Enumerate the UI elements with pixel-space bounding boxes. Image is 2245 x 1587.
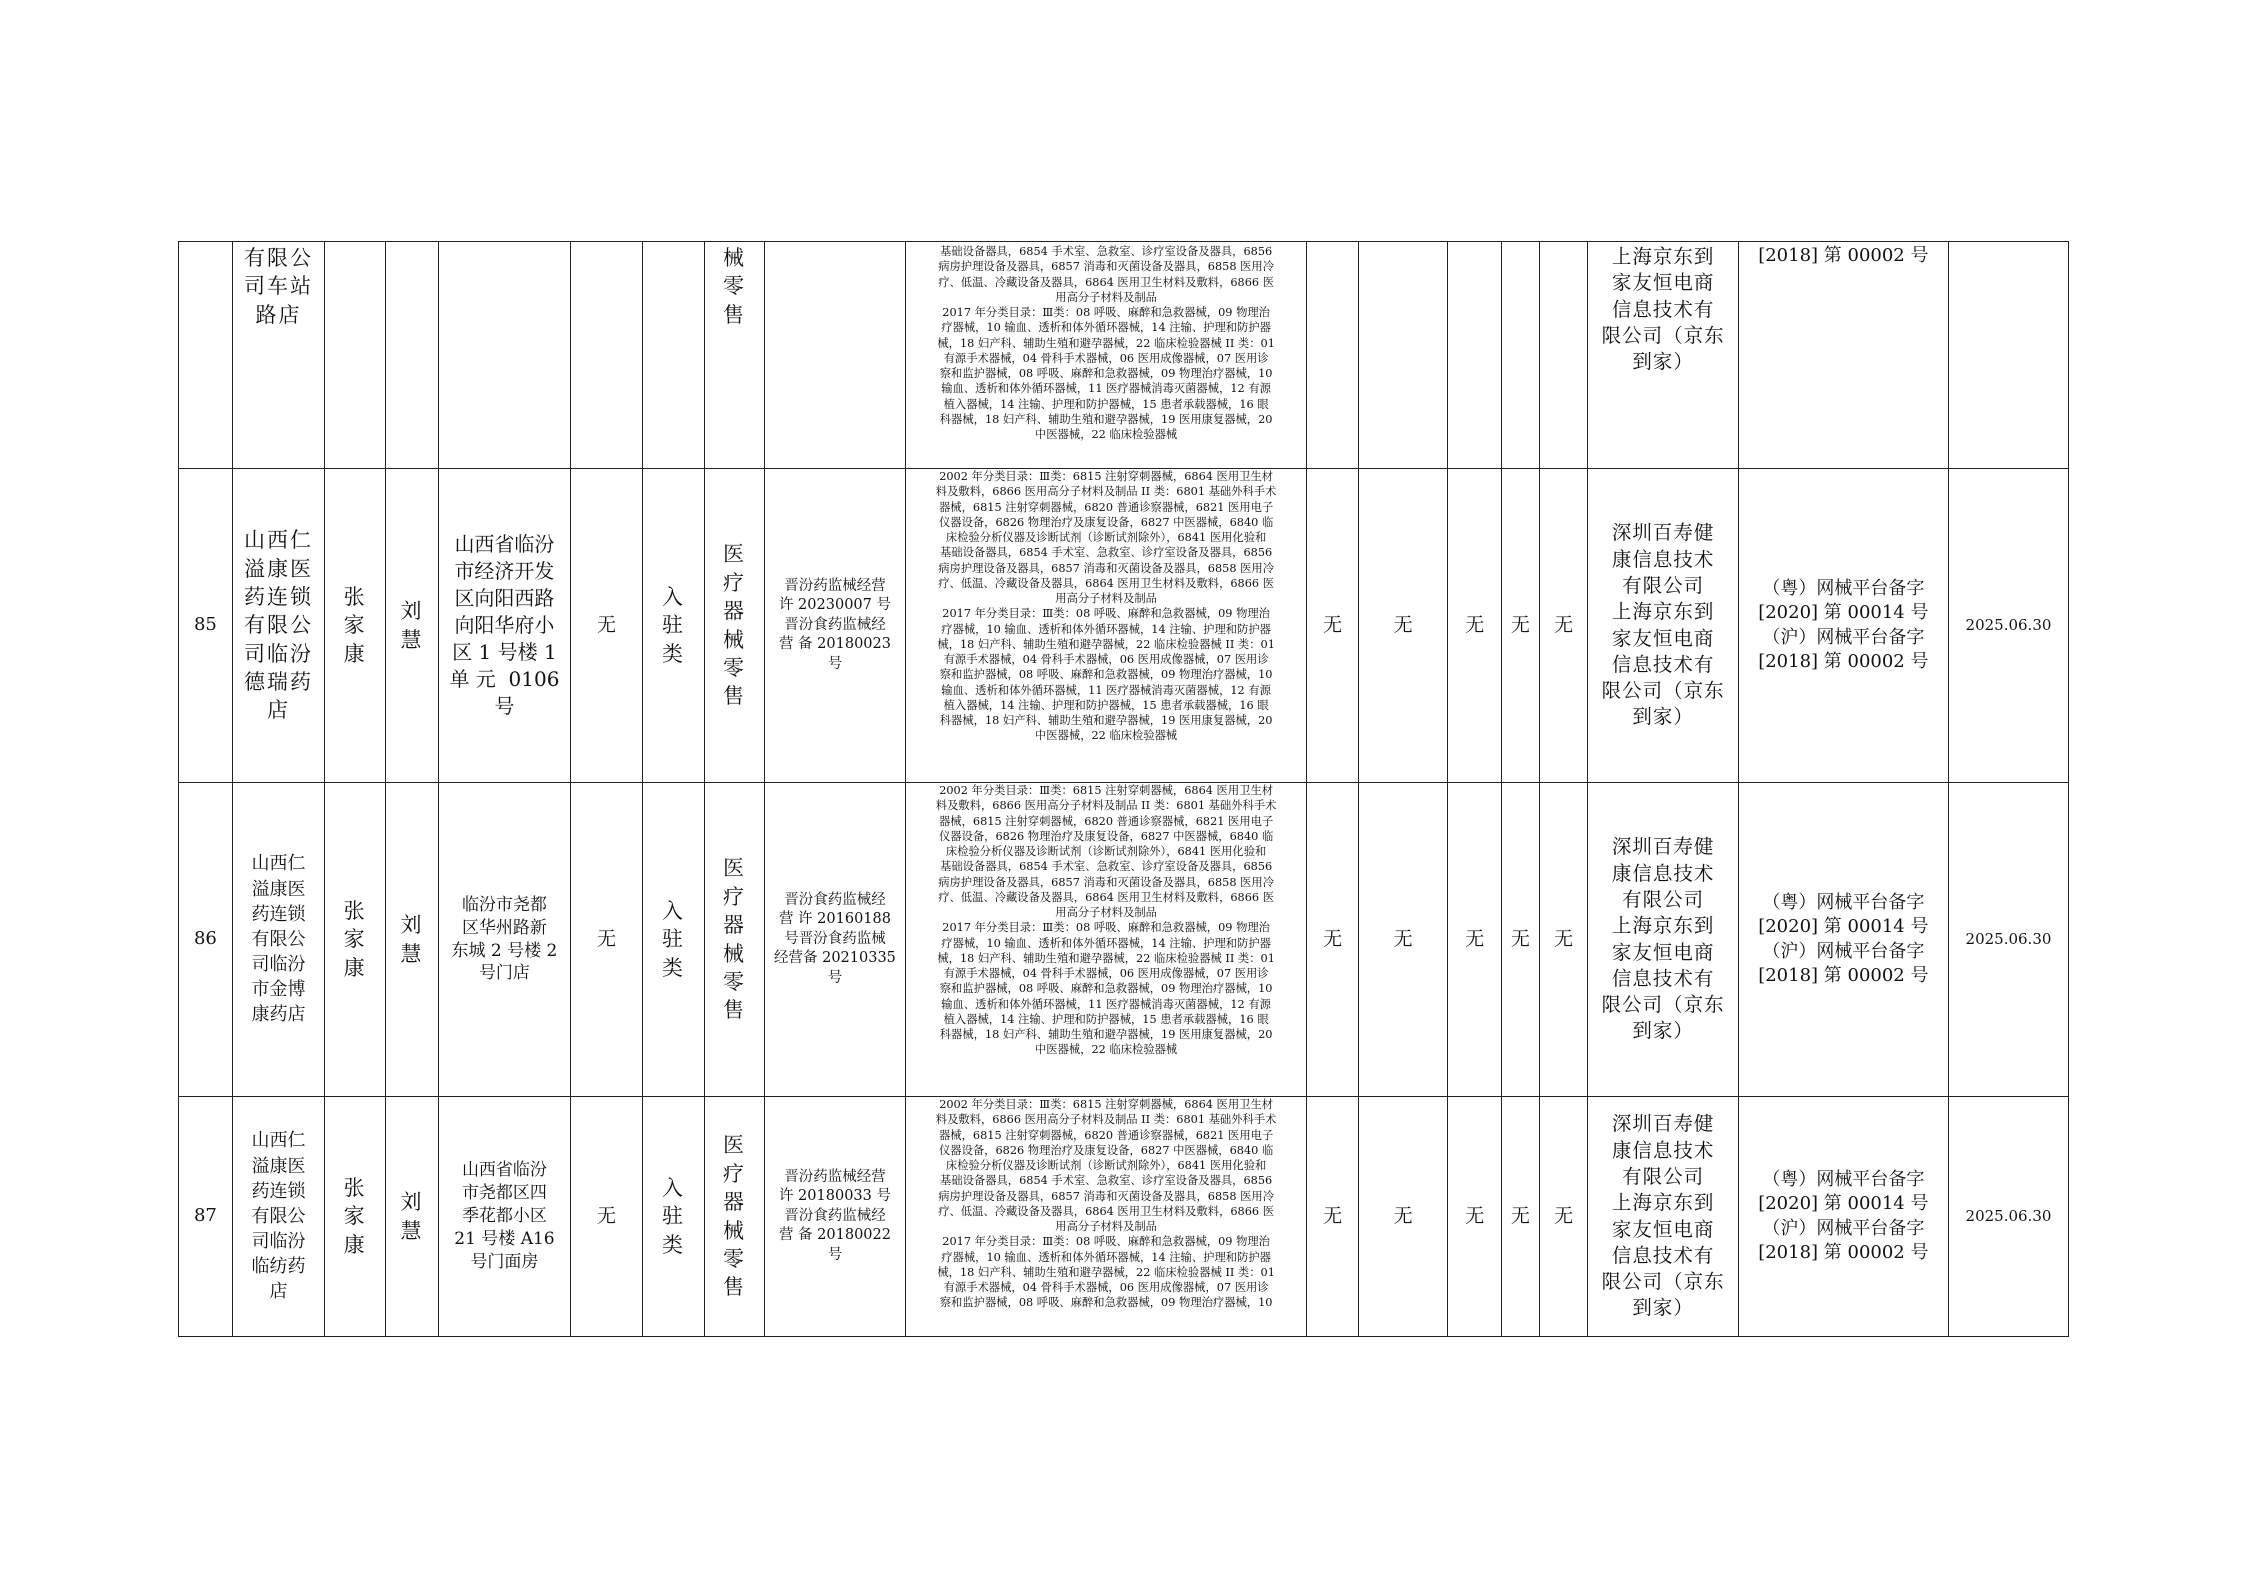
address: 山西省临汾 市经济开发 区向阳西路 向阳华府小 区 1 号楼 1 单 元 0106 号 — [449, 532, 560, 718]
field-14 — [1502, 242, 1539, 244]
table-row — [179, 1097, 2069, 1337]
license-number — [771, 242, 899, 244]
row-number: 87 — [193, 1205, 217, 1227]
table-row — [179, 469, 2069, 783]
field-15: 无 — [1554, 613, 1574, 636]
business-scope: 2002 年分类目录：Ⅲ类：6815 注射穿刺器械，6864 医用卫生材 料及敷料，6866 医用高分子材料及制品 II 类：6801 基础外科手术 器械，6815 注射穿刺器械，6820 普通诊察器械，6821 医用电子 仪器设备，6826 物理治疗及康复设备，6827 中医器械，6840 临 床检验分析仪器及诊断试剂（诊断试剂除外），6841 医用化验和 基础设备器具，6854 手术室、急救室、诊疗室设备及器具，6856 病房护理设备及器具，6857 消毒和灭菌设备及器具，6858 医用冷 疗、低温、冷藏设备及器具，6864 医用卫生材料及敷料，6866 医 用高分子材料及制品 2017 年分类目录：Ⅲ类：08 呼吸、麻醉和急救器械，09 物理治 疗器械，10 输血、透析和体外循环器械，14 注输、护理和防护器 械，18 妇产科、辅助生殖和避孕器械，22 临床检验器械 II 类：01 有源手术器械，04 骨科手术器械，06 医用成像器械，07 医用诊 察和监护器械，08 呼吸、麻醉和急救器械，09 物理治疗器械，10 输血、透析和体外循环器械，11 医疗器械消毒灭菌器械，12 有源 植入器械，14 注输、护理和防护器械，15 患者承载器械，16 眼 科器械，18 妇产科、辅助生殖和避孕器械，19 医用康复器械，20 中医器械，22 临床检验器械 — [935, 784, 1277, 1057]
legal-person: 张 家 康 — [343, 898, 367, 980]
category: 入 驻 类 — [662, 584, 686, 666]
field-13: 无 — [1465, 1204, 1485, 1227]
field-15: 无 — [1554, 927, 1574, 950]
field-14: 无 — [1510, 613, 1530, 636]
field-12 — [1359, 242, 1447, 244]
date: 2025.06.30 — [1965, 1207, 2052, 1226]
category: 入 驻 类 — [662, 1175, 686, 1257]
address — [447, 242, 562, 244]
field-11: 无 — [1323, 927, 1343, 950]
principal: 刘 慧 — [400, 1190, 424, 1243]
field-13: 无 — [1465, 613, 1485, 636]
business-mode: 械 零 售 — [722, 246, 746, 327]
category: 入 驻 类 — [662, 898, 686, 980]
license-number: 晋汾食药监械经 营 许 20160188 号晋汾食药监械 经营备 20210335 号 — [774, 891, 896, 986]
platform-name: 深圳百寿健 康信息技术 有限公司 上海京东到 家友恒电商 信息技术有 限公司（京东 到家） — [1601, 1112, 1725, 1320]
field-13: 无 — [1465, 927, 1485, 950]
row-number: 86 — [193, 928, 217, 950]
business-mode: 医 疗 器 械 零 售 — [722, 542, 746, 709]
legal-person: 张 家 康 — [343, 584, 367, 666]
license-number: 晋汾药监械经营 许 20230007 号 晋汾食药监械经 营 备 20180023 号 — [778, 577, 891, 672]
field-11: 无 — [1323, 613, 1343, 636]
field-14: 无 — [1510, 1204, 1530, 1227]
business-scope: 2002 年分类目录：Ⅲ类：6815 注射穿刺器械，6864 医用卫生材 料及敷料，6866 医用高分子材料及制品 II 类：6801 基础外科手术 器械，6815 注射穿刺器械，6820 普通诊察器械，6821 医用电子 仪器设备，6826 物理治疗及康复设备，6827 中医器械，6840 临 床检验分析仪器及诊断试剂（诊断试剂除外），6841 医用化验和 基础设备器具，6854 手术室、急救室、诊疗室设备及器具，6856 病房护理设备及器具，6857 消毒和灭菌设备及器具，6858 医用冷 疗、低温、冷藏设备及器具，6864 医用卫生材料及敷料，6866 医 用高分子材料及制品 2017 年分类目录：Ⅲ类：08 呼吸、麻醉和急救器械，09 物理治 疗器械，10 输血、透析和体外循环器械，14 注输、护理和防护器 械，18 妇产科、辅助生殖和避孕器械，22 临床检验器械 II 类：01 有源手术器械，04 骨科手术器械，06 医用成像器械，07 医用诊 察和监护器械，08 呼吸、麻醉和急救器械，09 物理治疗器械，10 输血、透析和体外循环器械，11 医疗器械消毒灭菌器械，12 有源 植入器械，14 注输、护理和防护器械，15 患者承载器械，16 眼 科器械，18 妇产科、辅助生殖和避孕器械，19 医用康复器械，20 中医器械，22 临床检验器械 — [935, 470, 1277, 743]
platform-record: [2018] 第 00002 号 — [1758, 245, 1929, 266]
field-12: 无 — [1393, 927, 1413, 950]
business-mode: 医 疗 器 械 零 售 — [722, 1133, 746, 1300]
warehouse: 无 — [596, 613, 616, 636]
company-name: 山西仁 溢康医 药连锁 有限公 司临汾 德瑞药 店 — [244, 528, 314, 723]
platform-record: （粤）网械平台备字 [2020] 第 00014 号 （沪）网械平台备字 [2018] 第 00002 号 — [1758, 1168, 1929, 1263]
date — [1949, 242, 2068, 244]
platform-name: 深圳百寿健 康信息技术 有限公司 上海京东到 家友恒电商 信息技术有 限公司（京东 到家） — [1601, 521, 1725, 729]
address: 临汾市尧都 区华州路新 东城 2 号楼 2 号门店 — [451, 894, 558, 984]
registry-table — [178, 241, 2069, 1337]
field-13 — [1448, 242, 1501, 244]
platform-name: 上海京东到 家友恒电商 信息技术有 限公司（京东 到家） — [1601, 245, 1725, 374]
legal-person: 张 家 康 — [343, 1175, 367, 1257]
principal: 刘 慧 — [400, 599, 424, 652]
field-15: 无 — [1554, 1204, 1574, 1227]
table-row — [179, 783, 2069, 1097]
company-name: 山西仁 溢康医 药连锁 有限公 司临汾 临纺药 店 — [251, 1130, 306, 1303]
license-number: 晋汾药监械经营 许 20180033 号 晋汾食药监械经 营 备 20180022 号 — [778, 1168, 891, 1263]
company-name: 有限公 司车站 路店 — [244, 246, 314, 327]
warehouse — [571, 242, 642, 244]
principal — [386, 242, 438, 244]
row-number — [179, 242, 232, 244]
field-12: 无 — [1393, 613, 1413, 636]
date: 2025.06.30 — [1965, 930, 2052, 949]
category — [643, 242, 704, 244]
field-11 — [1307, 242, 1358, 244]
business-scope: 2002 年分类目录：Ⅲ类：6815 注射穿刺器械，6864 医用卫生材 料及敷料，6866 医用高分子材料及制品 II 类：6801 基础外科手术 器械，6815 注射穿刺器械，6820 普通诊察器械，6821 医用电子 仪器设备，6826 物理治疗及康复设备，6827 中医器械，6840 临 床检验分析仪器及诊断试剂（诊断试剂除外），6841 医用化验和 基础设备器具，6854 手术室、急救室、诊疗室设备及器具，6856 病房护理设备及器具，6857 消毒和灭菌设备及器具，6858 医用冷 疗、低温、冷藏设备及器具，6864 医用卫生材料及敷料，6866 医 用高分子材料及制品 2017 年分类目录：Ⅲ类：08 呼吸、麻醉和急救器械，09 物理治 疗器械，10 输血、透析和体外循环器械，14 注输、护理和防护器 械，18 妇产科、辅助生殖和避孕器械，22 临床检验器械 II 类：01 有源手术器械，04 骨科手术器械，06 医用成像器械，07 医用诊 察和监护器械，08 呼吸、麻醉和急救器械，09 物理治疗器械，10 — [935, 1098, 1277, 1310]
field-14: 无 — [1510, 927, 1530, 950]
company-name: 山西仁 溢康医 药连锁 有限公 司临汾 市金博 康药店 — [251, 853, 306, 1026]
table-row — [179, 242, 2069, 469]
date: 2025.06.30 — [1965, 616, 2052, 635]
business-mode: 医 疗 器 械 零 售 — [722, 856, 746, 1023]
address: 山西省临汾 市尧都区四 季花都小区 21 号楼 A16 号门面房 — [454, 1160, 555, 1272]
platform-name: 深圳百寿健 康信息技术 有限公司 上海京东到 家友恒电商 信息技术有 限公司（京东 到家） — [1601, 835, 1725, 1043]
legal-person — [325, 242, 385, 244]
warehouse: 无 — [596, 1204, 616, 1227]
platform-record: （粤）网械平台备字 [2020] 第 00014 号 （沪）网械平台备字 [2018] 第 00002 号 — [1758, 891, 1929, 986]
field-11: 无 — [1323, 1204, 1343, 1227]
field-12: 无 — [1393, 1204, 1413, 1227]
platform-record: （粤）网械平台备字 [2020] 第 00014 号 （沪）网械平台备字 [2018] 第 00002 号 — [1758, 577, 1929, 672]
row-number: 85 — [193, 614, 217, 636]
field-15 — [1540, 242, 1588, 244]
warehouse: 无 — [596, 927, 616, 950]
principal: 刘 慧 — [400, 913, 424, 966]
business-scope: 基础设备器具，6854 手术室、急救室、诊疗室设备及器具，6856 病房护理设备及器具，6857 消毒和灭菌设备及器具，6858 医用冷 疗、低温、冷藏设备及器具，6864 医用卫生材料及敷料，6866 医 用高分子材料及制品 2017 年分类目录：Ⅲ类：08 呼吸、麻醉和急救器械，09 物理治 疗器械，10 输血、透析和体外循环器械，14 注输、护理和防护器 械，18 妇产科、辅助生殖和避孕器械，22 临床检验器械 II 类：01 有源手术器械，04 骨科手术器械，06 医用成像器械，07 医用诊 察和监护器械，08 呼吸、麻醉和急救器械，09 物理治疗器械，10 输血、透析和体外循环器械，11 医疗器械消毒灭菌器械，12 有源 植入器械，14 注输、护理和防护器械，15 患者承载器械，16 眼 科器械，18 妇产科、辅助生殖和避孕器械，19 医用康复器械，20 中医器械，22 临床检验器械 — [937, 245, 1275, 441]
